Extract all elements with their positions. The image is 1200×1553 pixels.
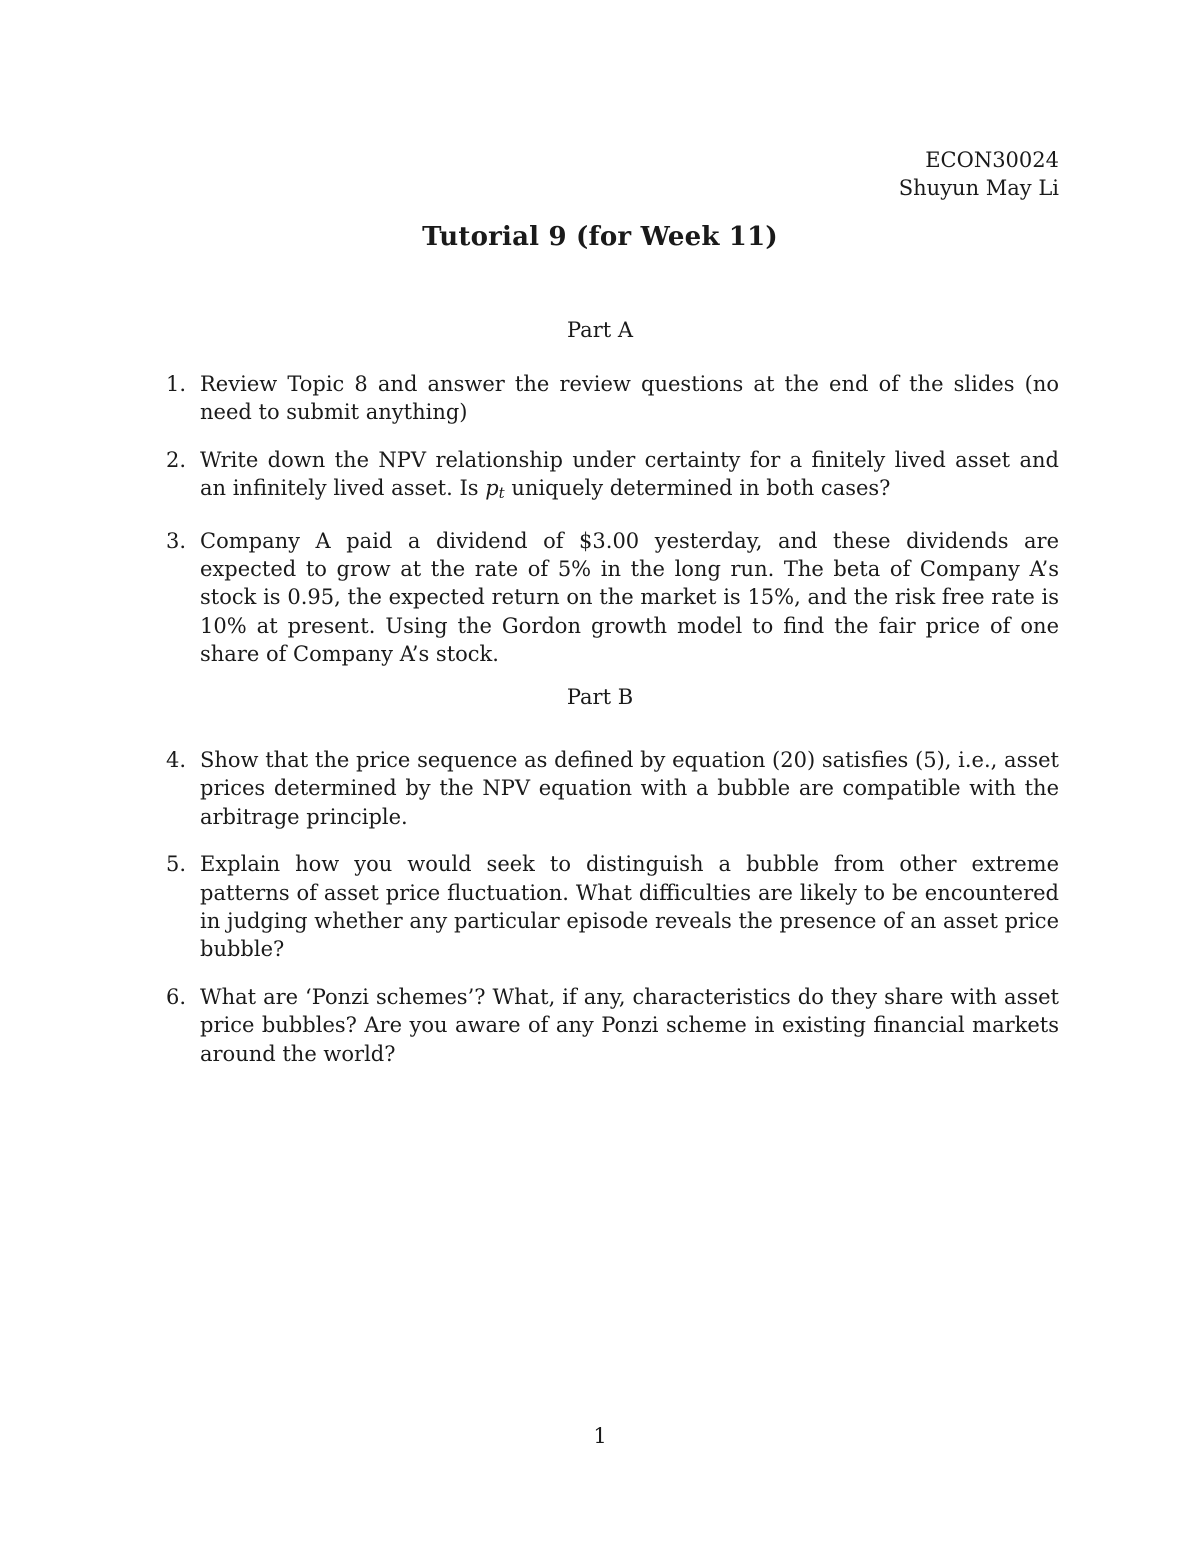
question-3 <box>166 527 1059 669</box>
document-header <box>899 146 1059 202</box>
question-1 <box>166 370 1059 427</box>
question-5 <box>166 850 1059 964</box>
course-code: ECON30024 <box>925 148 1059 172</box>
question-4 <box>166 746 1059 831</box>
question-number: 5. <box>166 852 187 877</box>
question-text: Explain how you would seek to distinguish a bubble from other extreme patterns of asset price fluctuation. What difficulties are likely to be encountered in judging whether any particular episode reveals the presence of an asset price bubble? <box>200 852 1059 962</box>
part-a-heading: Part A <box>566 318 634 342</box>
question-text-before: Write down the NPV relationship under certainty for a finitely lived asset and an infinitely lived asset. Is <box>200 447 1059 501</box>
question-6 <box>166 983 1059 1068</box>
question-text-after: uniquely determined in both cases? <box>504 476 891 501</box>
question-text: What are ‘Ponzi schemes’? What, if any, characteristics do they share with asset price bubbles? Are you aware of any Ponzi scheme in existing financial markets around the world? <box>200 984 1059 1066</box>
question-number: 4. <box>166 748 187 772</box>
part-a-question-list <box>166 370 1059 688</box>
question-number: 3. <box>166 528 187 553</box>
question-text: Company A paid a dividend of $3.00 yesterday, and these dividends are expected to grow at the rate of 5% in the long run. The beta of Company A’s stock is 0.95, the expected return on the market is 15%, and the risk free rate is 10% at present. Using the Gordon growth model to find the fair price of one share of Company A’s stock. <box>200 528 1059 667</box>
page-title: Tutorial 9 (for Week 11) <box>422 222 778 252</box>
question-text: Show that the price sequence as defined by equation (20) satisfies (5), i.e., asset prices determined by the NPV equation with a bubble are compatible with the arbitrage principle. <box>200 748 1059 829</box>
question-2 <box>166 446 1059 508</box>
math-subscript: t <box>498 484 505 503</box>
page-number: 1 <box>593 1424 607 1448</box>
math-variable: p <box>485 476 499 501</box>
question-number: 2. <box>166 447 187 472</box>
author-name: Shuyun May Li <box>898 176 1059 200</box>
part-b-question-list <box>166 746 1059 1087</box>
question-number: 1. <box>166 372 187 396</box>
question-text <box>200 447 1059 503</box>
part-b-heading: Part B <box>566 685 634 709</box>
question-number: 6. <box>166 984 187 1009</box>
question-text: Review Topic 8 and answer the review questions at the end of the slides (no need to submit anything) <box>200 372 1059 425</box>
